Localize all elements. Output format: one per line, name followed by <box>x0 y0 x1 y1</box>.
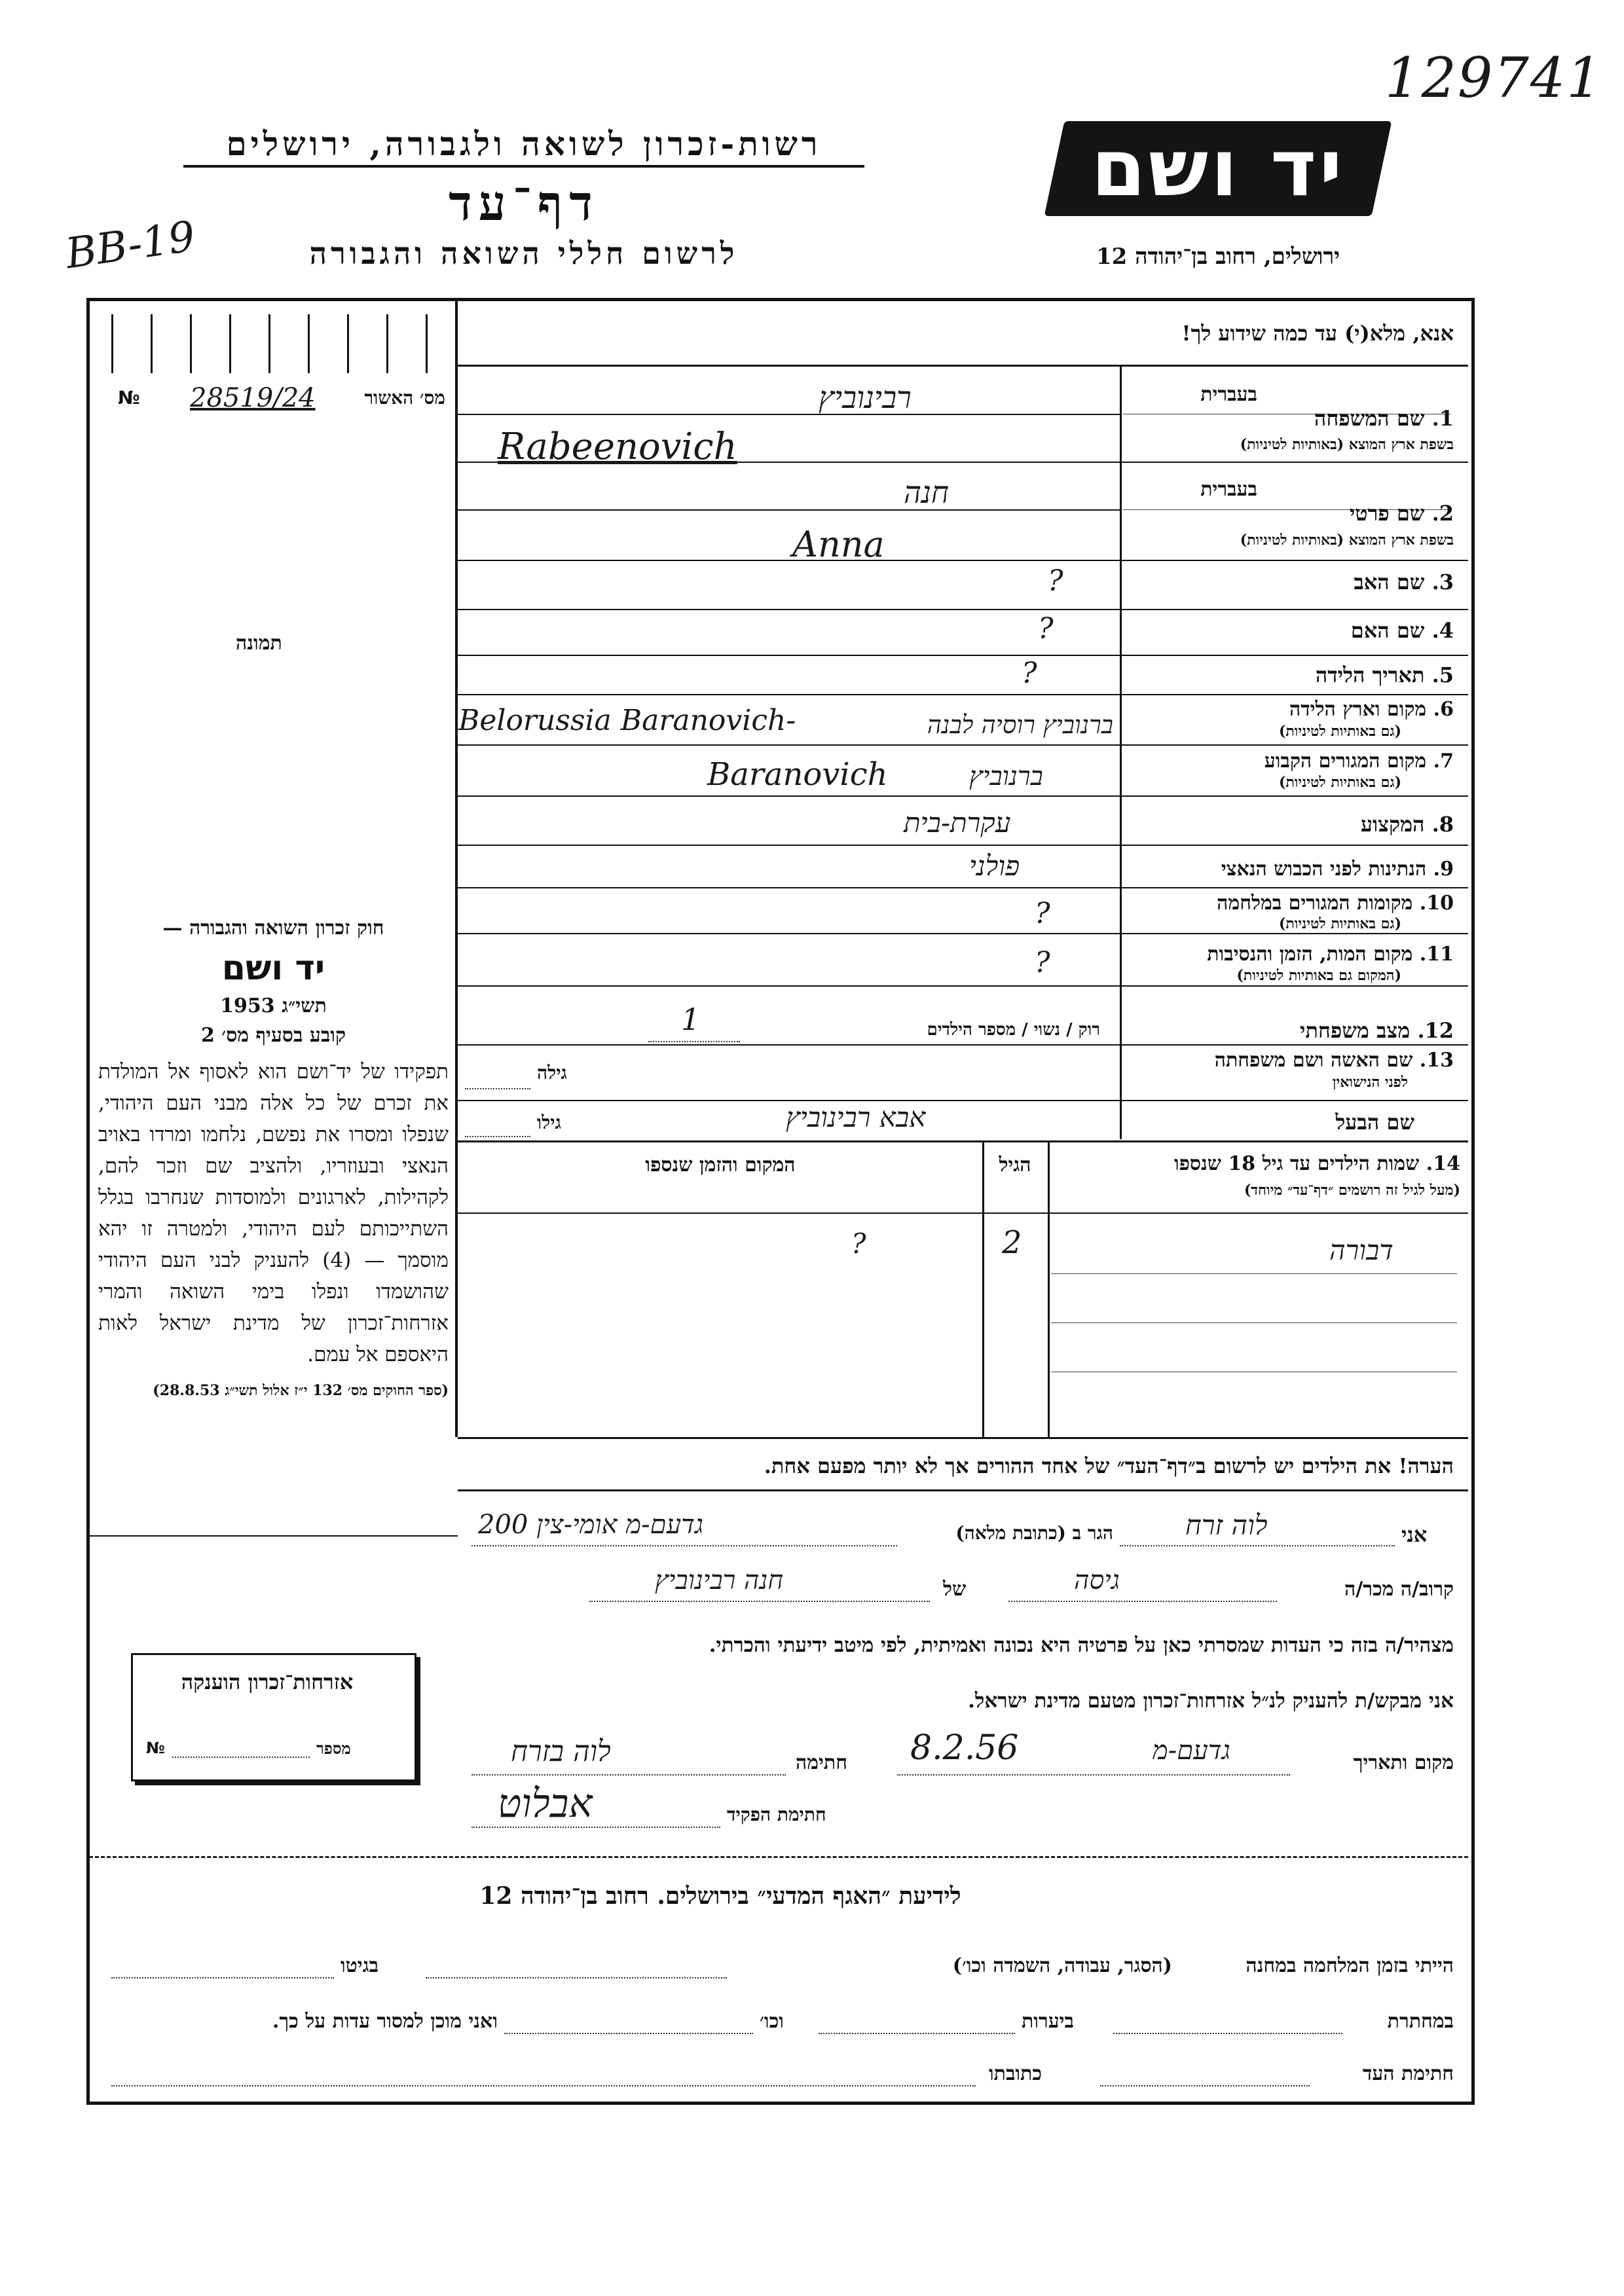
bottom-line2-d: ואני מוכן למסור עדות על כך. <box>272 2010 498 2033</box>
field-2-value-heb: חנה <box>904 475 950 510</box>
certificate-number-row <box>118 383 445 416</box>
bottom-line3-a: חתימת העד <box>1362 2062 1454 2085</box>
field-11-value: ? <box>1035 946 1050 979</box>
yad-vashem-logo: יד ושם <box>1044 121 1392 216</box>
bottom-line3-b: כתובתו <box>989 2062 1043 2085</box>
decl-place: גדעם-מ <box>1153 1736 1230 1766</box>
field-3-name: שם האב <box>1354 570 1425 594</box>
field-1-value-heb: רבינוביץ <box>819 380 912 415</box>
field-9-label <box>1126 858 1454 881</box>
certificate-number: 28519/24 <box>190 383 316 413</box>
field-7-value-latin: Baranovich <box>707 756 888 793</box>
field-4-num: 4. <box>1431 618 1454 643</box>
field-10-num: 10. <box>1419 892 1454 915</box>
decl-name: לוה זרח <box>1185 1509 1268 1541</box>
subtitle: לרשום חללי השואה והגבורה <box>309 236 739 271</box>
field-9-name: הנתינות לפני הכבוש הנאצי <box>1221 858 1427 881</box>
decl-request: אני מבקש/ת להעניק לנ״ל אזרחות־זכרון מטעם מדינת ישראל. <box>968 1689 1454 1713</box>
field-3-label <box>1126 570 1454 594</box>
decl-relation-label: קרוב/ה מכר/ה <box>1344 1578 1454 1601</box>
note: הערה! את הילדים יש לרשום ב״דף־העד״ של אחד ההורים אך לא יותר מפעם אחת. <box>764 1453 1454 1478</box>
field-6-label <box>1126 698 1454 721</box>
decl-place-date-label: מקום ותאריך <box>1353 1751 1454 1774</box>
field-9-value: פולני <box>969 850 1020 882</box>
field-13-sub: לפני הנישואין <box>1332 1074 1408 1091</box>
citizenship-title: אזרחות־זכרון הוענקה <box>181 1669 354 1694</box>
field-13-label <box>1126 1049 1454 1072</box>
bottom-line2-b: ביערות <box>1022 2010 1075 2033</box>
field-10-value: ? <box>1035 897 1050 930</box>
field-5-label <box>1126 663 1454 687</box>
children-num: 14. <box>1426 1152 1460 1175</box>
decl-statement: מצהיר/ה בזה כי העדות שמסרתי כאן על פרטיה היא נכונה ואמיתית, לפי מיטב ידיעתי והכרתי. <box>709 1633 1454 1657</box>
decl-clerk-label: חתימת הפקיד <box>727 1804 826 1825</box>
children-label <box>1054 1152 1460 1175</box>
field-6-value-heb: ברנוביץ רוסיה לבנה <box>927 710 1113 739</box>
children-title: שמות הילדים עד גיל 18 שנספו <box>1173 1152 1420 1175</box>
field-2-heb-marker: בעברית <box>1200 478 1257 501</box>
bottom-line1-c: בגיטו <box>341 1954 379 1977</box>
field-7-sub: (גם באותיות לטיניות) <box>1278 774 1401 791</box>
field-2-name: שם פרטי <box>1349 501 1425 526</box>
instructions: אנא, מלא(י) עד כמה שידוע לך! <box>1181 321 1454 346</box>
field-13-name: שם האשה ושם משפחתה <box>1214 1049 1413 1072</box>
field-8-label <box>1126 812 1454 837</box>
field-6-value-latin: Belorussia Baranovich- <box>458 704 796 737</box>
field-8-name: המקצוע <box>1360 812 1425 837</box>
field-12-num: 12. <box>1417 1018 1454 1043</box>
field-6-sub: (גם באותיות לטיניות) <box>1278 723 1401 740</box>
child-1-name: דבורה <box>1329 1234 1393 1266</box>
barcode-boxes <box>111 314 452 373</box>
field-3-value: ? <box>1048 564 1063 598</box>
field-4-value: ? <box>1038 612 1054 646</box>
decl-signature-label: חתימה <box>796 1751 847 1774</box>
field-5-num: 5. <box>1431 663 1454 687</box>
field-13-age-label: גילה <box>537 1062 567 1084</box>
field-1-num: 1. <box>1431 406 1454 431</box>
field-10-name: מקומות המגורים במלחמה <box>1217 892 1413 915</box>
field-11-label <box>1126 943 1454 966</box>
bb-code: BB-19 <box>62 212 198 279</box>
decl-of-name: חנה רבינוביץ <box>655 1565 784 1595</box>
law-name: יד ושם <box>221 949 325 988</box>
field-6-name: מקום וארץ הלידה <box>1289 698 1427 721</box>
child-1-age: 2 <box>1002 1224 1022 1261</box>
field-6-num: 6. <box>1433 698 1454 721</box>
field-7-label <box>1126 750 1454 773</box>
field-1-name: שם המשפחה <box>1314 406 1425 431</box>
law-block <box>98 917 449 1399</box>
decl-relation: גיסה <box>1074 1565 1120 1595</box>
law-section: קובע בסעיף מס׳ 2 <box>200 1024 346 1047</box>
decl-clerk-signature: אבלוט <box>498 1781 593 1827</box>
field-1-heb-marker: בעברית <box>1200 383 1257 406</box>
bottom-title: לידיעת ״האגף המדעי״ בירושלים. רחוב בן־יהודה 12 <box>479 1882 961 1910</box>
decl-address: גדעם-מ אומי-צין 200 <box>478 1510 704 1540</box>
field-7-value-heb: ברנוביץ <box>969 761 1043 792</box>
field-12-label <box>1126 1018 1454 1043</box>
field-2-num: 2. <box>1431 501 1454 526</box>
field-13-num: 13. <box>1419 1049 1454 1072</box>
field-4-label <box>1126 618 1454 643</box>
field-5-value: ? <box>1022 657 1037 690</box>
citizenship-no-mark: № <box>146 1739 165 1757</box>
bottom-line2-c: וכו׳ <box>760 2010 784 2033</box>
decl-of: של <box>943 1578 967 1601</box>
decl-ani: אני <box>1401 1522 1428 1547</box>
photo-label: תמונה <box>236 632 282 655</box>
child-1-place: ? <box>851 1228 866 1260</box>
field-4-name: שם האם <box>1350 618 1425 643</box>
no-mark: № <box>118 387 140 409</box>
field-2-label <box>1126 501 1454 526</box>
children-col-age: הגיל <box>999 1154 1031 1176</box>
field-1-label <box>1126 406 1454 431</box>
field-8-num: 8. <box>1431 812 1454 837</box>
decl-date: 8.2.56 <box>910 1728 1019 1768</box>
law-title: חוק זכרון השואה והגבורה — <box>162 917 384 939</box>
husband-value: אבא רבינוביץ <box>786 1101 926 1133</box>
citizenship-number-label: מספר <box>316 1739 351 1758</box>
field-11-num: 11. <box>1419 943 1454 966</box>
field-1-value-latin: Rabeenovich <box>498 426 737 468</box>
bottom-line1-b: (הסגר, עבודה, השמדה וכו׳) <box>952 1954 1172 1977</box>
husband-age-label: גילו <box>537 1112 561 1133</box>
org-name: רשות-זכרון לשואה ולגבורה, ירושלים <box>226 124 822 163</box>
field-8-value: עקרת-בית <box>904 807 1011 839</box>
children-col-place: המקום והזמן שנספו <box>645 1154 796 1176</box>
field-12-children-count: 1 <box>681 1002 701 1037</box>
field-3-num: 3. <box>1431 570 1454 594</box>
archive-number: 129741 <box>1385 46 1603 110</box>
children-sub: (מעל לגיל זה רושמים ״דף־עד״ מיוחד) <box>1244 1182 1460 1199</box>
field-10-sub: (גם באותיות לטיניות) <box>1278 915 1401 932</box>
field-12-options: רוק / נשוי / מספר הילדים <box>927 1020 1100 1040</box>
field-11-sub: (המקום גם באותיות לטיניות) <box>1236 967 1401 984</box>
field-7-name: מקום המגורים הקבוע <box>1264 750 1427 773</box>
bottom-line2-a: במחתרת <box>1387 2010 1454 2033</box>
field-10-label <box>1126 892 1454 915</box>
field-1-sub: בשפת ארץ המוצא (באותיות לטיניות) <box>1240 436 1454 453</box>
husband-label: שם הבעל <box>1335 1110 1414 1135</box>
law-year: תשי״ג 1953 <box>220 994 327 1017</box>
certificate-label: מס׳ האשור <box>364 387 445 409</box>
field-12-name: מצב משפחתי <box>1300 1018 1411 1043</box>
field-2-sub: בשפת ארץ המוצא (באותיות לטיניות) <box>1240 532 1454 549</box>
field-11-name: מקום המות, הזמן והנסיבות <box>1207 943 1413 966</box>
law-body: תפקידו של יד־ושם הוא לאסוף אל המולדת את זכרם של כל אלה מבני העם היהודי, שנפלו ומסרו את נפשם, נלחמו ומרדו באויב הנאצי ובעוזריו, ולהציב שם וזכר להם, לקהילות, לארגונים ולמוסדות שנחרבו בגלל השתייכותם לעם היהודי, ולמטרה זו יהא מוסמך — (4) להעניק לבני העם היהודי שהושמדו ונפלו בימי השואה והמרי אזרחות־זכרון של מדינת ישראל לאות היאספם אל עמם. <box>98 1060 449 1366</box>
decl-signature: לוה בזרח <box>511 1735 611 1768</box>
page-title: דף־עד <box>449 175 599 232</box>
decl-resides-label: הגר ב (כתובת מלאה) <box>955 1522 1113 1544</box>
field-5-name: תאריך הלידה <box>1315 663 1425 687</box>
field-2-value-latin: Anna <box>792 524 885 565</box>
citizenship-box <box>131 1653 416 1781</box>
bottom-line1-a: הייתי בזמן המלחמה במחנה <box>1246 1954 1454 1977</box>
header-address: ירושלים, רחוב בן־יהודה 12 <box>1096 244 1340 270</box>
law-footnote: (ספר החוקים מס׳ 132 י״ז אלול תשי״ג 28.8.53) <box>153 1382 449 1399</box>
field-9-num: 9. <box>1433 858 1454 881</box>
field-7-num: 7. <box>1433 750 1454 773</box>
